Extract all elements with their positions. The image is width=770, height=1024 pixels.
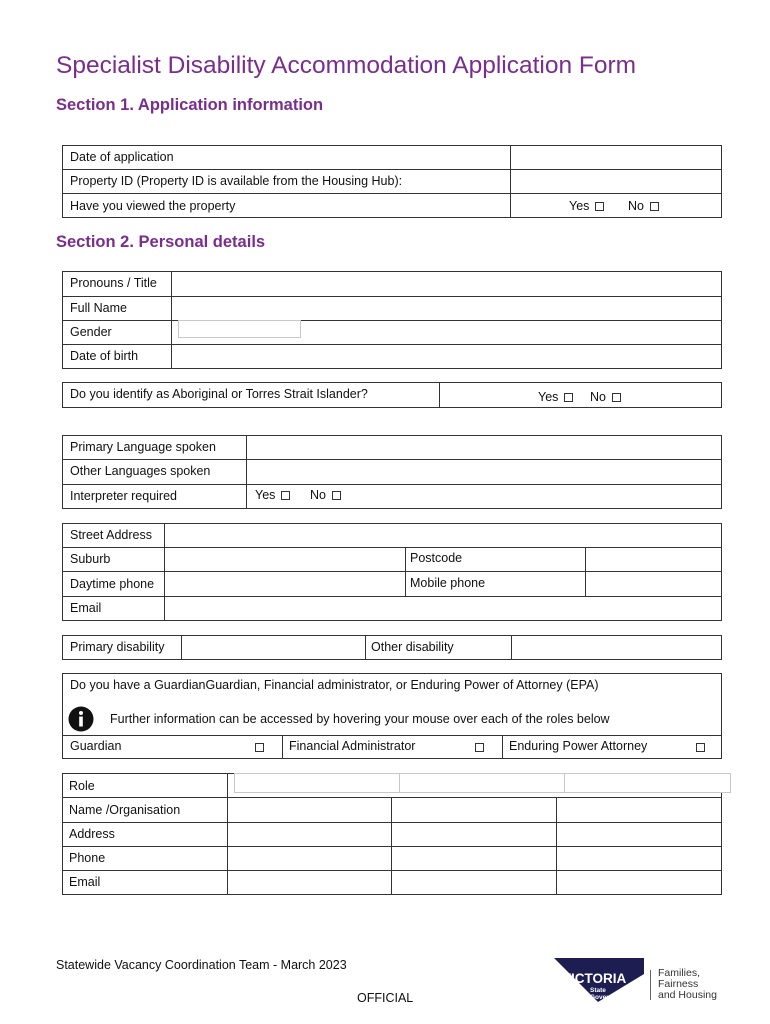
full-name-label: Full Name	[70, 301, 127, 315]
interpreter-yes-label: Yes	[255, 488, 276, 502]
role-address-label: Address	[69, 827, 115, 841]
checkbox-icon[interactable]	[612, 393, 621, 402]
gender-select[interactable]	[178, 320, 301, 338]
mobile-phone-input[interactable]	[587, 572, 721, 595]
pronouns-label: Pronouns / Title	[70, 276, 157, 290]
logo-divider	[650, 970, 651, 1000]
checkbox-icon[interactable]	[332, 491, 341, 500]
property-id-input[interactable]	[512, 170, 721, 192]
role-label: Role	[69, 779, 95, 793]
aboriginal-yes-option	[538, 390, 573, 404]
aboriginal-no-option	[590, 390, 621, 404]
dob-label: Date of birth	[70, 349, 139, 363]
role-email-label: Email	[69, 875, 101, 889]
daytime-phone-input[interactable]	[166, 572, 404, 595]
checkbox-icon[interactable]	[650, 202, 659, 211]
other-languages-label: Other Languages spoken	[70, 464, 211, 478]
info-text: Further information can be accessed by hovering your mouse over each of the roles below	[110, 712, 610, 726]
section1-heading: Section 1. Application information	[56, 96, 324, 114]
dept-line1: Families,	[658, 967, 701, 979]
primary-disability-input[interactable]	[183, 636, 364, 659]
dept-name	[658, 968, 717, 1001]
logo-victoria-text: VICTORIA	[562, 971, 627, 986]
street-address-input[interactable]	[166, 524, 721, 546]
checkbox-icon[interactable]	[255, 743, 264, 752]
checkbox-icon[interactable]	[475, 743, 484, 752]
dept-line3: and Housing	[658, 989, 717, 1001]
section2-heading: Section 2. Personal details	[56, 233, 266, 251]
postcode-label: Postcode	[410, 551, 463, 565]
primary-disability-label: Primary disability	[70, 640, 165, 654]
other-languages-input[interactable]	[248, 460, 721, 483]
viewed-no-label: No	[628, 199, 644, 213]
page-title: Specialist Disability Accommodation Application Form	[56, 52, 637, 79]
role-select-2[interactable]	[399, 773, 565, 793]
guardian-label: Guardian	[70, 739, 122, 753]
interpreter-no-label: No	[310, 488, 326, 502]
interpreter-yes-option	[255, 488, 290, 502]
other-disability-label: Other disability	[371, 640, 454, 654]
primary-language-input[interactable]	[248, 436, 721, 458]
dob-input[interactable]	[173, 345, 721, 368]
viewed-property-label: Have you viewed the property	[70, 199, 236, 213]
street-address-label: Street Address	[70, 528, 152, 542]
pronouns-input[interactable]	[173, 272, 721, 295]
epa-label: Enduring Power Attorney	[509, 739, 648, 753]
gender-label: Gender	[70, 325, 112, 339]
postcode-input[interactable]	[587, 548, 721, 570]
checkbox-icon[interactable]	[564, 393, 573, 402]
role-select-3[interactable]	[564, 773, 731, 793]
email-label: Email	[70, 601, 102, 615]
victoria-logo	[554, 958, 644, 1002]
info-icon	[68, 706, 94, 732]
aboriginal-label: Do you identify as Aboriginal or Torres Strait Islander?	[70, 387, 368, 401]
other-disability-input[interactable]	[513, 636, 721, 659]
checkbox-icon[interactable]	[281, 491, 290, 500]
suburb-input[interactable]	[166, 548, 404, 570]
financial-admin-label: Financial Administrator	[289, 739, 416, 753]
date-of-application-label: Date of application	[70, 150, 174, 164]
name-org-label: Name /Organisation	[69, 803, 181, 817]
daytime-phone-label: Daytime phone	[70, 577, 155, 591]
aboriginal-no-label: No	[590, 390, 606, 404]
guardian-question: Do you have a GuardianGuardian, Financial administrator, or Enduring Power of Attorney (EPA)	[70, 678, 599, 692]
viewed-no-option	[628, 199, 659, 213]
primary-language-label: Primary Language spoken	[70, 440, 216, 454]
official-marking: OFFICIAL	[357, 991, 414, 1005]
email-input[interactable]	[166, 597, 721, 620]
role-select-1[interactable]	[234, 773, 400, 793]
role-phone-label: Phone	[69, 851, 106, 865]
logo-state-text: State	[590, 987, 606, 994]
viewed-yes-option	[569, 199, 604, 213]
checkbox-icon[interactable]	[595, 202, 604, 211]
suburb-label: Suburb	[70, 552, 111, 566]
viewed-yes-label: Yes	[569, 199, 590, 213]
date-of-application-input[interactable]	[512, 146, 721, 168]
footer-team: Statewide Vacancy Coordination Team - March 2023	[56, 958, 347, 972]
dept-line2: Fairness	[658, 978, 699, 990]
aboriginal-yes-label: Yes	[538, 390, 559, 404]
logo-government-text: Government	[590, 994, 629, 1001]
full-name-input[interactable]	[173, 297, 721, 319]
checkbox-icon[interactable]	[696, 743, 705, 752]
property-id-label: Property ID (Property ID is available from the Housing Hub):	[70, 174, 403, 188]
interpreter-no-option	[310, 488, 341, 502]
mobile-phone-label: Mobile phone	[410, 576, 486, 590]
interpreter-label: Interpreter required	[70, 489, 178, 503]
